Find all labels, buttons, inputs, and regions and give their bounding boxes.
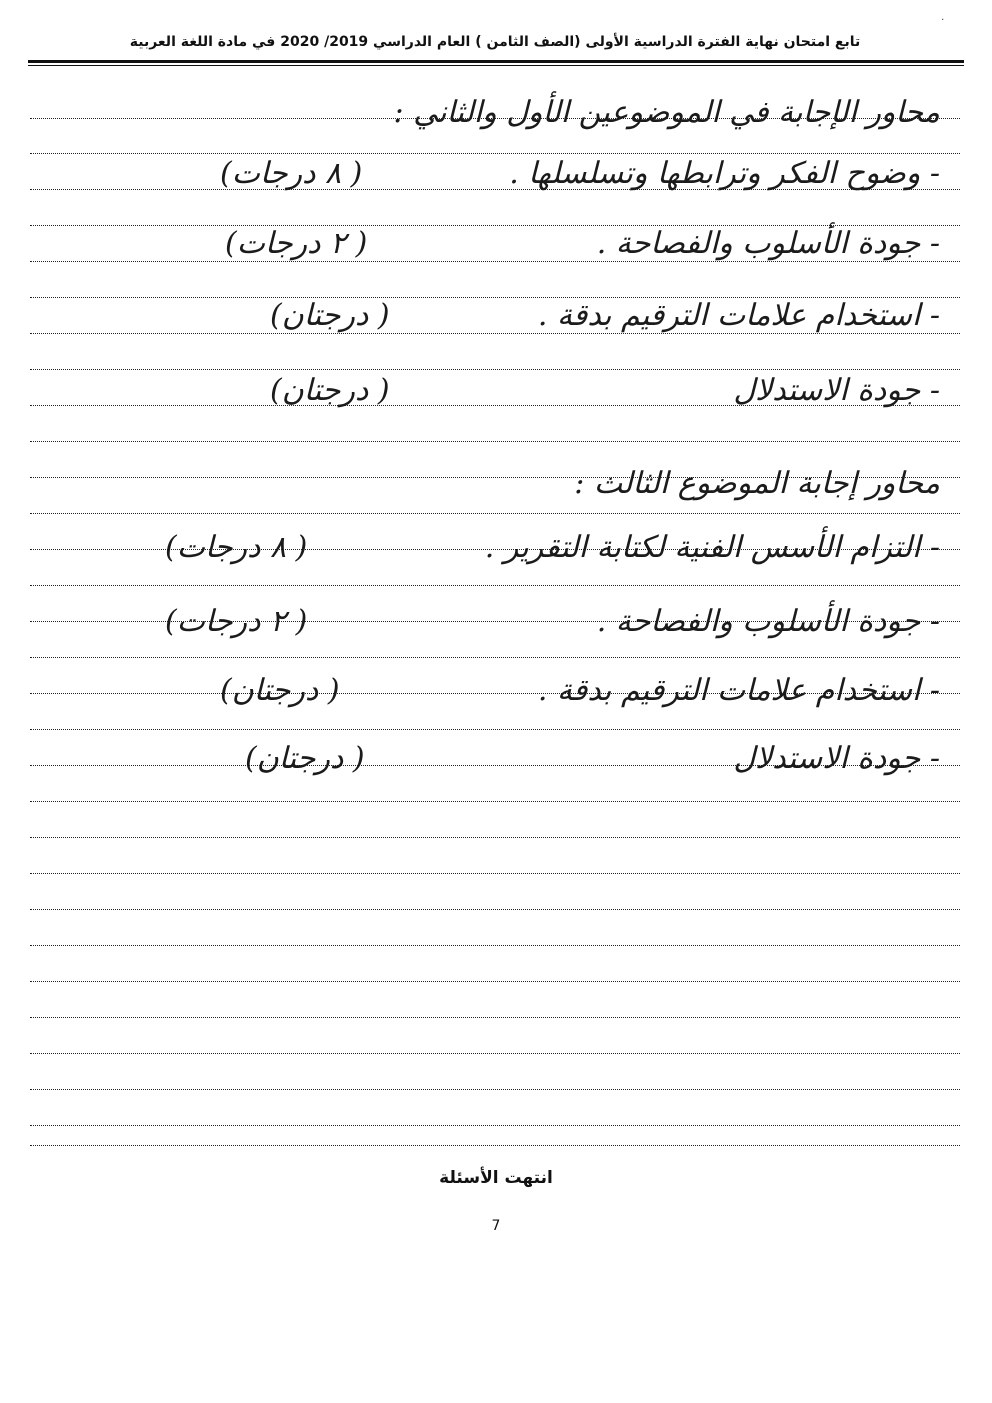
points-text: ( درجتان) [270, 373, 390, 408]
page-number: 7 [491, 1218, 501, 1234]
ruled-line [30, 441, 960, 442]
criterion-text: - جودة الأسلوب والفصاحة . [596, 604, 940, 639]
section1-item-3 [270, 298, 940, 333]
ruled-line [30, 909, 960, 910]
section1-item-1 [220, 156, 940, 191]
ruled-line [30, 513, 960, 514]
section2-item-2 [165, 604, 940, 639]
ruled-line [30, 729, 960, 730]
criterion-text: - التزام الأسس الفنية لكتابة التقرير . [484, 530, 940, 565]
criterion-text: - استخدام علامات الترقيم بدقة . [537, 298, 940, 333]
ruled-line [30, 369, 960, 370]
ruled-line [30, 1053, 960, 1054]
page-header: تابع امتحان نهاية الفترة الدراسية الأولى (الصف الثامن ) العام الدراسي 2019/ 2020 في مادة اللغة العربية [129, 34, 861, 50]
ruled-line [30, 1125, 960, 1126]
criterion-text: - جودة الاستدلال [733, 741, 940, 776]
ruled-line [30, 945, 960, 946]
criterion-text: - جودة الاستدلال [733, 373, 940, 408]
points-text: ( ٨ درجات) [220, 156, 363, 191]
ruled-line [30, 261, 960, 262]
end-of-questions: انتهت الأسئلة [439, 1168, 553, 1188]
corner-mark: ٠ [940, 14, 946, 25]
points-text: ( درجتان) [245, 741, 365, 776]
section1-heading: محاور الإجابة في الموضوعين الأول والثاني : [393, 95, 940, 130]
ruled-line [30, 873, 960, 874]
section2-item-1 [165, 530, 940, 565]
section2-item-4 [245, 741, 940, 776]
ruled-line [30, 1145, 960, 1146]
ruled-line [30, 657, 960, 658]
points-text: ( درجتان) [220, 673, 340, 708]
ruled-line [30, 1017, 960, 1018]
points-text: ( ٢ درجات) [225, 226, 368, 261]
header-rule-thick [28, 60, 964, 63]
section2-item-3 [220, 673, 940, 708]
section1-item-2 [225, 226, 940, 261]
ruled-line [30, 801, 960, 802]
ruled-line [30, 837, 960, 838]
ruled-line [30, 1089, 960, 1090]
points-text: ( درجتان) [270, 298, 390, 333]
points-text: ( ٨ درجات) [165, 530, 308, 565]
section1-item-4 [270, 373, 940, 408]
ruled-line [30, 981, 960, 982]
points-text: ( ٢ درجات) [165, 604, 308, 639]
header-rule-thin [28, 65, 964, 66]
section2-heading: محاور إجابة الموضوع الثالث : [574, 466, 940, 501]
criterion-text: - استخدام علامات الترقيم بدقة . [537, 673, 940, 708]
ruled-line [30, 585, 960, 586]
ruled-line [30, 333, 960, 334]
ruled-line [30, 153, 960, 154]
criterion-text: - جودة الأسلوب والفصاحة . [596, 226, 940, 261]
criterion-text: - وضوح الفكر وترابطها وتسلسلها . [509, 156, 940, 191]
